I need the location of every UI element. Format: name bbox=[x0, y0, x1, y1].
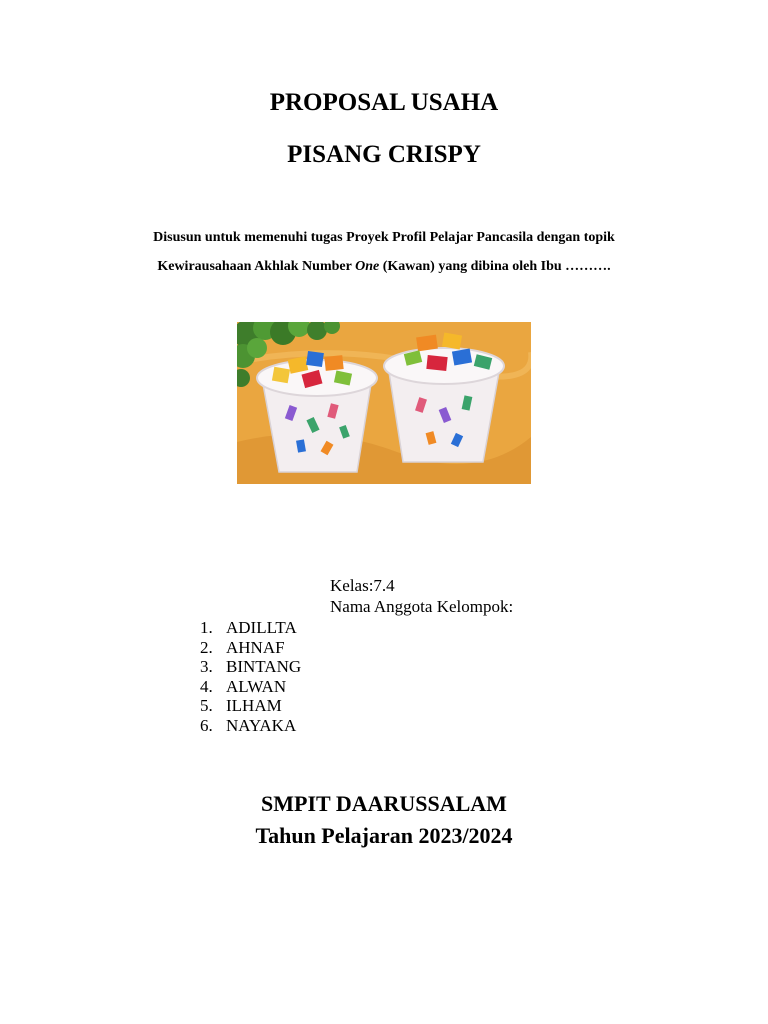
list-item bbox=[200, 677, 301, 697]
member-number: 2. bbox=[200, 637, 213, 657]
purpose-text-italic: One bbox=[355, 259, 380, 274]
members-heading: Nama Anggota Kelompok: bbox=[330, 597, 514, 616]
list-item bbox=[200, 618, 301, 638]
member-name: ALWAN bbox=[226, 676, 287, 696]
member-number: 6. bbox=[200, 715, 213, 735]
member-name: AHNAF bbox=[226, 637, 285, 657]
document-title: PROPOSAL USAHA bbox=[269, 89, 499, 116]
academic-year: Tahun Pelajaran 2023/2024 bbox=[255, 823, 513, 848]
class-label: Kelas:7.4 bbox=[330, 576, 395, 595]
member-name: NAYAKA bbox=[226, 715, 297, 735]
purpose-text-after: (Kawan) yang dibina oleh Ibu ………. bbox=[379, 259, 611, 274]
member-number: 3. bbox=[200, 657, 213, 676]
member-name: ADILLTA bbox=[226, 618, 297, 637]
member-name: BINTANG bbox=[226, 657, 302, 676]
document-purpose-line2 bbox=[0, 258, 768, 276]
list-item bbox=[200, 638, 301, 658]
school-name: SMPIT DAARUSSALAM bbox=[261, 791, 507, 816]
product-photo bbox=[237, 322, 531, 484]
dessert-cup-left bbox=[257, 351, 377, 472]
product-photo-illustration bbox=[237, 322, 531, 484]
document-purpose-line1: Disusun untuk memenuhi tugas Proyek Profil Pelajar Pancasila dengan topik bbox=[153, 230, 615, 245]
members-list bbox=[200, 618, 301, 735]
member-name: ILHAM bbox=[226, 696, 282, 715]
list-item bbox=[200, 696, 301, 716]
member-number: 1. bbox=[200, 618, 213, 637]
member-number: 4. bbox=[200, 676, 213, 696]
purpose-text-before: Kewirausahaan Akhlak Number bbox=[157, 259, 356, 274]
list-item bbox=[200, 657, 301, 677]
member-number: 5. bbox=[200, 696, 213, 715]
list-item bbox=[200, 716, 301, 736]
document-product-title: PISANG CRISPY bbox=[287, 141, 481, 168]
